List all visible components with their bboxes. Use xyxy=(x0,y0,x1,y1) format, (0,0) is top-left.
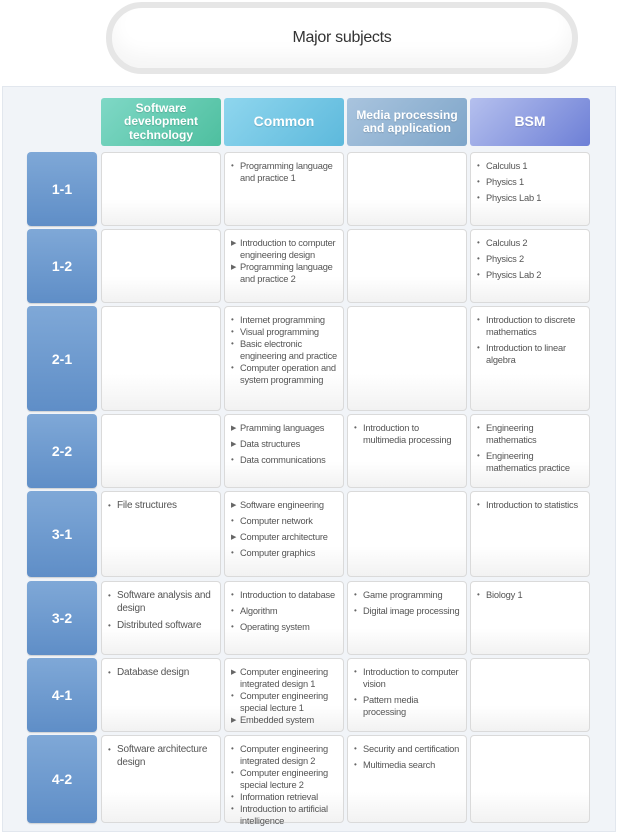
subject-cell-common xyxy=(224,414,344,488)
subject-name: Data structures xyxy=(240,439,301,449)
subject-cell-common xyxy=(224,735,344,826)
semester-label: 2-2 xyxy=(27,414,97,488)
subject-cell-media xyxy=(347,658,467,732)
triangle-bullet-icon: ▶ xyxy=(231,240,237,247)
subject-name: Introduction to artificial intelligence xyxy=(240,804,328,826)
subject-cell-bsm xyxy=(470,152,590,226)
subject-name: Introduction to statistics xyxy=(486,500,578,510)
subject-item xyxy=(231,531,339,543)
subject-name: Biology 1 xyxy=(486,590,523,600)
dot-bullet-icon: • xyxy=(477,193,480,202)
subject-item xyxy=(231,326,339,338)
subject-cell-sdt xyxy=(101,306,221,411)
dot-bullet-icon: • xyxy=(354,423,357,432)
subject-item xyxy=(108,743,216,769)
dot-bullet-icon: • xyxy=(231,548,234,557)
subject-cell-media xyxy=(347,735,467,823)
subject-name: Distributed software xyxy=(117,620,202,631)
dot-bullet-icon: • xyxy=(231,606,234,615)
subject-cell-bsm xyxy=(470,491,590,577)
dot-bullet-icon: • xyxy=(477,254,480,263)
subject-item xyxy=(354,666,462,690)
subject-cell-common xyxy=(224,658,344,732)
subject-name: Database design xyxy=(117,667,190,678)
subject-name: Introduction to multimedia processing xyxy=(363,423,452,445)
subject-name: Computer operation and system programming xyxy=(240,363,336,385)
dot-bullet-icon: • xyxy=(477,343,480,352)
subject-item xyxy=(231,791,339,803)
subject-name: Computer graphics xyxy=(240,548,316,558)
triangle-bullet-icon: ▶ xyxy=(231,425,237,432)
subject-name: Digital image processing xyxy=(363,606,460,616)
dot-bullet-icon: • xyxy=(477,315,480,324)
subject-name: Software architecture design xyxy=(117,744,208,768)
subject-item xyxy=(477,499,585,511)
subject-item xyxy=(354,605,462,617)
subject-name: Physics 1 xyxy=(486,177,524,187)
subject-cell-media xyxy=(347,306,467,411)
subject-name: Computer engineering integrated design 1 xyxy=(240,667,328,689)
subject-item xyxy=(477,160,585,172)
subject-item xyxy=(231,666,339,690)
subject-cell-common xyxy=(224,491,344,577)
subject-item xyxy=(231,589,339,601)
subject-item xyxy=(231,767,339,791)
semester-label: 4-1 xyxy=(27,658,97,732)
subject-name: Engineering mathematics xyxy=(486,423,537,445)
subject-cell-bsm xyxy=(470,414,590,488)
semester-label: 3-1 xyxy=(27,491,97,577)
subject-cell-sdt xyxy=(101,229,221,303)
subject-item xyxy=(231,605,339,617)
subject-name: Information retrieval xyxy=(240,792,318,802)
subject-name: Introduction to computer engineering design xyxy=(240,238,336,260)
triangle-bullet-icon: ▶ xyxy=(231,717,237,724)
subject-cell-media xyxy=(347,152,467,226)
dot-bullet-icon: • xyxy=(354,695,357,704)
subject-name: Computer architecture xyxy=(240,532,328,542)
subject-item xyxy=(231,422,339,434)
subject-name: Computer engineering integrated design 2 xyxy=(240,744,328,766)
dot-bullet-icon: • xyxy=(354,760,357,769)
dot-bullet-icon: • xyxy=(231,691,234,700)
dot-bullet-icon: • xyxy=(231,792,234,801)
subject-item xyxy=(231,515,339,527)
subject-item xyxy=(354,422,462,446)
subject-cell-bsm xyxy=(470,581,590,655)
subject-name: Multimedia search xyxy=(363,760,436,770)
subject-name: Visual programming xyxy=(240,327,319,337)
subject-item xyxy=(231,338,339,362)
subject-item xyxy=(231,714,339,726)
dot-bullet-icon: • xyxy=(477,590,480,599)
triangle-bullet-icon: ▶ xyxy=(231,669,237,676)
subject-cell-bsm xyxy=(470,735,590,823)
triangle-bullet-icon: ▶ xyxy=(231,502,237,509)
subject-item xyxy=(477,589,585,601)
subject-item xyxy=(231,237,339,261)
subject-item xyxy=(231,547,339,559)
dot-bullet-icon: • xyxy=(108,621,111,630)
subject-item xyxy=(231,454,339,466)
subject-name: Basic electronic engineering and practice xyxy=(240,339,338,361)
subject-item xyxy=(231,362,339,386)
dot-bullet-icon: • xyxy=(108,591,111,600)
subject-cell-media xyxy=(347,229,467,303)
semester-label: 4-2 xyxy=(27,735,97,823)
subject-item xyxy=(354,743,462,755)
semester-label: 1-1 xyxy=(27,152,97,226)
subject-cell-bsm xyxy=(470,229,590,303)
column-header-software-development: Software development technology xyxy=(101,98,221,146)
dot-bullet-icon: • xyxy=(477,177,480,186)
dot-bullet-icon: • xyxy=(231,315,234,324)
subject-name: Engineering mathematics practice xyxy=(486,451,570,473)
dot-bullet-icon: • xyxy=(108,668,111,677)
subject-name: Introduction to linear algebra xyxy=(486,343,566,365)
dot-bullet-icon: • xyxy=(477,238,480,247)
dot-bullet-icon: • xyxy=(231,516,234,525)
subject-name: Algorithm xyxy=(240,606,278,616)
dot-bullet-icon: • xyxy=(231,768,234,777)
dot-bullet-icon: • xyxy=(108,745,111,754)
dot-bullet-icon: • xyxy=(231,339,234,348)
subject-cell-sdt xyxy=(101,414,221,488)
subject-name: Calculus 1 xyxy=(486,161,528,171)
subject-cell-sdt xyxy=(101,735,221,823)
subject-item xyxy=(477,269,585,281)
dot-bullet-icon: • xyxy=(477,423,480,432)
subject-item xyxy=(477,237,585,249)
column-header-media-processing: Media processing and application xyxy=(347,98,467,146)
dot-bullet-icon: • xyxy=(354,667,357,676)
subject-item xyxy=(477,314,585,338)
subject-name: Software engineering xyxy=(240,500,324,510)
subject-name: Calculus 2 xyxy=(486,238,528,248)
subject-cell-bsm xyxy=(470,658,590,732)
subject-name: Programming language and practice 1 xyxy=(240,161,333,183)
subject-item xyxy=(108,589,216,615)
subject-cell-sdt xyxy=(101,491,221,577)
subject-item xyxy=(231,314,339,326)
dot-bullet-icon: • xyxy=(231,804,234,813)
subject-cell-common xyxy=(224,152,344,226)
dot-bullet-icon: • xyxy=(231,161,234,170)
subject-name: Operating system xyxy=(240,622,310,632)
subject-name: Pattern media processing xyxy=(363,695,419,717)
subject-item xyxy=(108,619,216,632)
subject-cell-sdt xyxy=(101,581,221,655)
subject-cell-sdt xyxy=(101,152,221,226)
subject-name: Computer network xyxy=(240,516,313,526)
subject-item xyxy=(354,759,462,771)
subject-cell-media xyxy=(347,414,467,488)
dot-bullet-icon: • xyxy=(477,270,480,279)
dot-bullet-icon: • xyxy=(231,590,234,599)
subject-cell-media xyxy=(347,581,467,655)
dot-bullet-icon: • xyxy=(231,327,234,336)
page-title: Major subjects xyxy=(292,29,392,46)
subject-item xyxy=(231,261,339,285)
column-header-common: Common xyxy=(224,98,344,146)
subject-name: Computer engineering special lecture 2 xyxy=(240,768,328,790)
subject-name: Physics Lab 1 xyxy=(486,193,542,203)
subject-item xyxy=(354,694,462,718)
column-header-bsm: BSM xyxy=(470,98,590,146)
subject-name: Game programming xyxy=(363,590,443,600)
subject-name: Computer engineering special lecture 1 xyxy=(240,691,328,713)
subject-item xyxy=(231,438,339,450)
dot-bullet-icon: • xyxy=(477,500,480,509)
triangle-bullet-icon: ▶ xyxy=(231,441,237,448)
subject-name: Introduction to database xyxy=(240,590,335,600)
semester-label: 3-2 xyxy=(27,581,97,655)
dot-bullet-icon: • xyxy=(231,363,234,372)
subject-cell-common xyxy=(224,229,344,303)
dot-bullet-icon: • xyxy=(231,744,234,753)
dot-bullet-icon: • xyxy=(231,622,234,631)
dot-bullet-icon: • xyxy=(477,161,480,170)
subject-item xyxy=(231,499,339,511)
triangle-bullet-icon: ▶ xyxy=(231,264,237,271)
subject-item xyxy=(231,690,339,714)
dot-bullet-icon: • xyxy=(477,451,480,460)
triangle-bullet-icon: ▶ xyxy=(231,534,237,541)
subject-cell-common xyxy=(224,306,344,411)
subject-name: Internet programming xyxy=(240,315,325,325)
subject-item xyxy=(477,422,585,446)
subject-item xyxy=(231,743,339,767)
semester-label: 1-2 xyxy=(27,229,97,303)
subject-item xyxy=(108,666,216,679)
subject-name: Physics Lab 2 xyxy=(486,270,542,280)
dot-bullet-icon: • xyxy=(231,455,234,464)
subject-item xyxy=(231,803,339,827)
subject-item xyxy=(108,499,216,512)
subject-name: Introduction to computer vision xyxy=(363,667,459,689)
subject-item xyxy=(477,253,585,265)
subject-name: Programming language and practice 2 xyxy=(240,262,333,284)
subject-name: Security and certification xyxy=(363,744,460,754)
subject-name: Software analysis and design xyxy=(117,590,211,614)
subject-item xyxy=(477,450,585,474)
subject-cell-common xyxy=(224,581,344,655)
subject-cell-media xyxy=(347,491,467,577)
subject-cell-bsm xyxy=(470,306,590,411)
subject-name: File structures xyxy=(117,500,177,511)
subject-item xyxy=(477,192,585,204)
subject-item xyxy=(231,160,339,184)
subject-name: Data communications xyxy=(240,455,326,465)
dot-bullet-icon: • xyxy=(354,744,357,753)
subject-name: Physics 2 xyxy=(486,254,524,264)
subject-name: Introduction to discrete mathematics xyxy=(486,315,576,337)
dot-bullet-icon: • xyxy=(354,590,357,599)
title-banner xyxy=(106,2,578,74)
subject-name: Embedded system xyxy=(240,715,314,725)
subject-item xyxy=(477,342,585,366)
dot-bullet-icon: • xyxy=(354,606,357,615)
subject-item xyxy=(231,621,339,633)
subject-item xyxy=(354,589,462,601)
subject-cell-sdt xyxy=(101,658,221,732)
subject-item xyxy=(477,176,585,188)
subject-name: Pramming languages xyxy=(240,423,325,433)
semester-label: 2-1 xyxy=(27,306,97,411)
dot-bullet-icon: • xyxy=(108,501,111,510)
